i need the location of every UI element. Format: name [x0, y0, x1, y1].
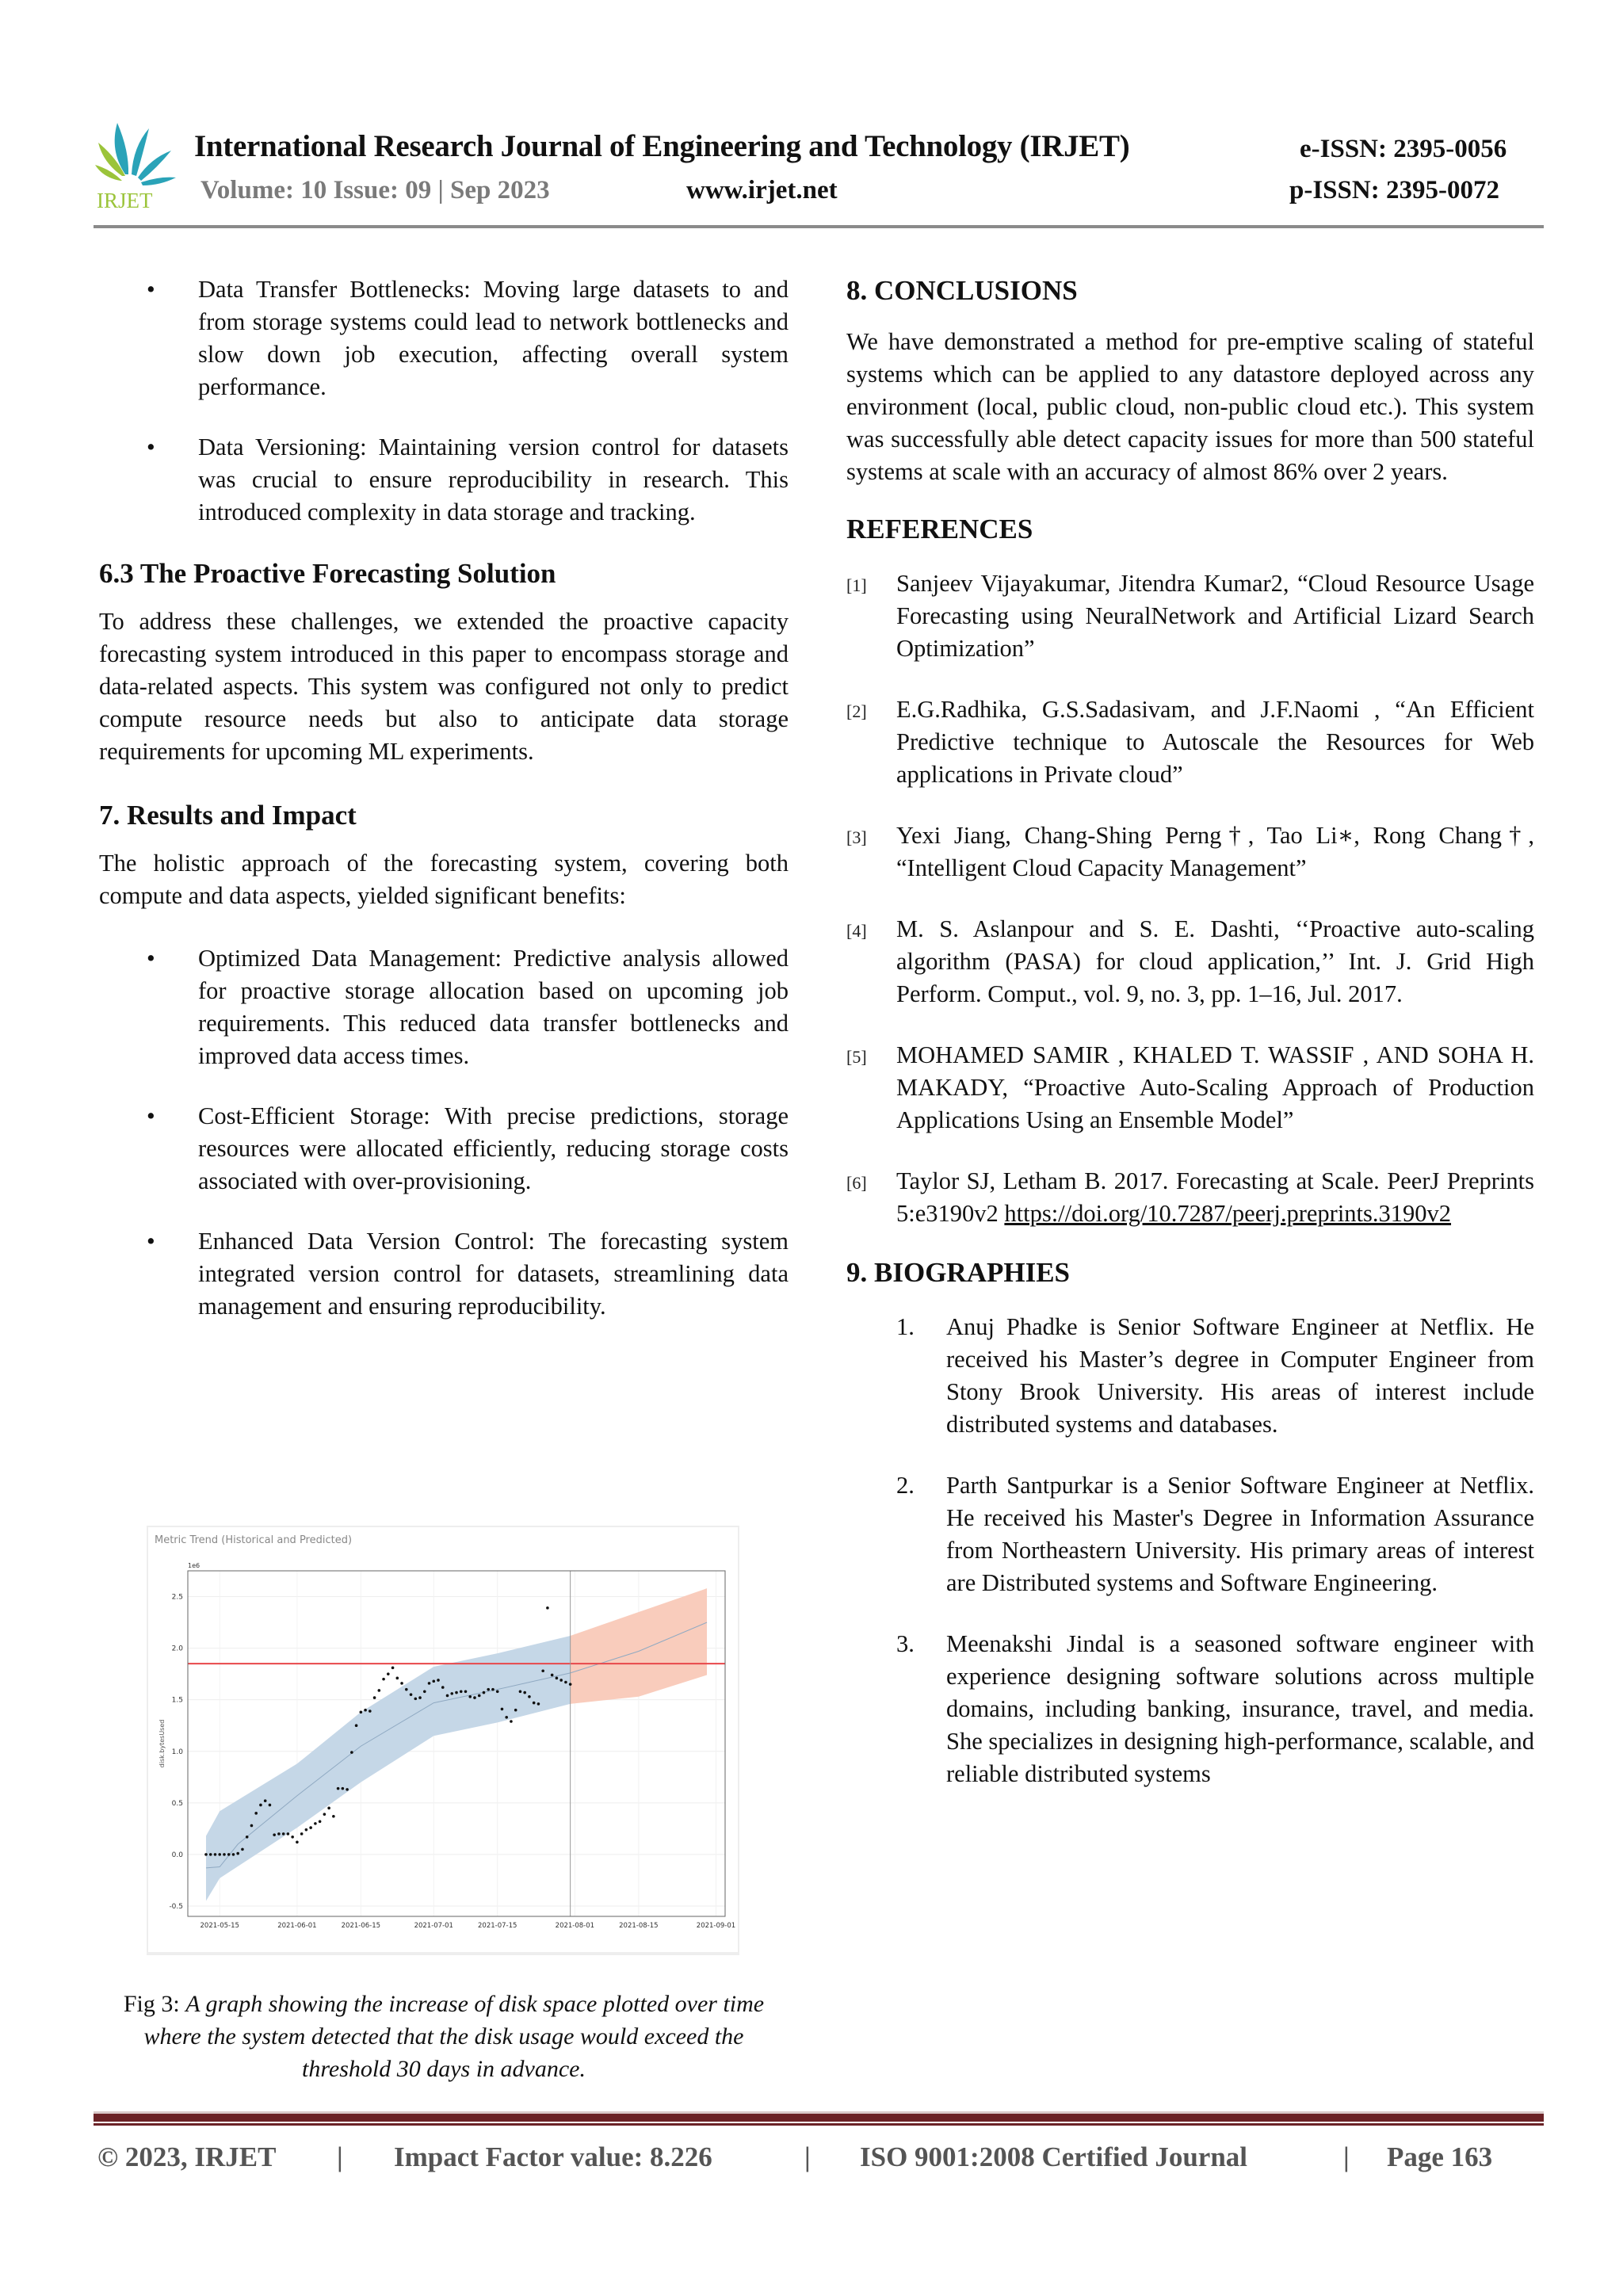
list-item: • Enhanced Data Version Control: The forecasting system integrated version control for datasets, streamlining data management and ensuring reproducibility. — [99, 1225, 789, 1323]
svg-text:-0.5: -0.5 — [169, 1902, 183, 1911]
doi-link[interactable]: https://doi.org/10.7287/peerj.preprints.3190v2 — [1004, 1200, 1452, 1227]
svg-text:2021-09-01: 2021-09-01 — [696, 1922, 736, 1930]
footer-divider — [94, 2123, 1544, 2126]
reference-item: [6] Taylor SJ, Letham B. 2017. Forecasting at Scale. PeerJ Preprints 5:e3190v2 https://doi.org/10.7287/peerj.preprints.3190v2 — [846, 1167, 1534, 1227]
header-divider — [94, 225, 1544, 228]
bullet-icon: • — [147, 1228, 155, 1255]
footer-copyright: © 2023, IRJET — [97, 2141, 277, 2172]
footer-separator: | — [1343, 2141, 1350, 2172]
bullet-icon: • — [147, 1102, 155, 1129]
list-item: • Data Transfer Bottlenecks: Moving large datasets to and from storage systems could lead to network bottlenecks and slow down job execution, affecting overall system performance. — [99, 273, 789, 403]
conclusions-paragraph: We have demonstrated a method for pre-emptive scaling of stateful systems which can be applied to any datastore deployed across any environment (local, public cloud, non-public cloud etc.). This system was successfully able detect capacity issues for more than 500 stateful systems at scale with an accuracy of almost 86% over 2 years. — [846, 328, 1534, 485]
svg-text:2.0: 2.0 — [171, 1645, 183, 1653]
reference-item: [1] Sanjeev Vijayakumar, Jitendra Kumar2, “Cloud Resource Usage Forecasting using NeuralNetwork and Artificial Lizard Search Optimization” — [846, 570, 1534, 662]
biography-item: 1. Anuj Phadke is Senior Software Engineer at Netflix. He received his Master’s degree in Computer Engineer from Stony Brook University. His areas of interest include distributed systems and databases. — [896, 1313, 1534, 1438]
section-heading-references: REFERENCES — [846, 514, 1033, 544]
footer-divider — [94, 2114, 1544, 2122]
footer-impact-factor: Impact Factor value: 8.226 — [394, 2141, 712, 2172]
irjet-logo-icon — [94, 119, 181, 212]
svg-text:1.5: 1.5 — [171, 1696, 183, 1705]
biographies-list — [846, 1311, 1534, 1790]
caption-text: A graph showing the increase of disk space plotted over time where the system detected that the disk usage would exceed the threshold 30 days in advance. — [143, 1991, 765, 2082]
footer-separator: | — [804, 2141, 811, 2172]
svg-text:0.5: 0.5 — [171, 1799, 183, 1808]
svg-text:Metric Trend (Historical and P: Metric Trend (Historical and Predicted) — [155, 1534, 353, 1546]
svg-text:2021-05-15: 2021-05-15 — [200, 1922, 239, 1930]
caption-label: Fig 3: — [123, 1991, 186, 2017]
section-paragraph: The holistic approach of the forecasting system, covering both compute and data aspects, yielded significant benefits: — [99, 850, 789, 909]
benefits-list — [99, 942, 789, 1323]
svg-text:2021-08-15: 2021-08-15 — [619, 1922, 659, 1930]
bullet-icon: • — [147, 434, 155, 460]
svg-text:1e6: 1e6 — [188, 1562, 200, 1569]
reference-item: [4] M. S. Aslanpour and S. E. Dashti, ‘‘Proactive auto-scaling algorithm (PASA) for cloud application,’’ Int. J. Grid High Perform. Comput., vol. 9, no. 3, pp. 1–16, Jul. 2017. — [846, 915, 1534, 1007]
reference-item: [2] E.G.Radhika, G.S.Sadasivam, and J.F.Naomi , “An Efficient Predictive technique to Autoscale the Resources for Web applications in Private cloud” — [846, 696, 1534, 788]
e-issn: e-ISSN: 2395-0056 — [1300, 135, 1507, 163]
figure-3-chart — [147, 1526, 739, 1971]
list-item: • Data Versioning: Maintaining version control for datasets was crucial to ensure reproducibility in research. This introduced complexity in data storage and tracking. — [99, 431, 789, 529]
svg-text:1.0: 1.0 — [171, 1748, 183, 1756]
metric-trend-chart — [147, 1526, 739, 1971]
svg-text:disk.bytesUsed: disk.bytesUsed — [158, 1719, 166, 1768]
left-column — [99, 273, 789, 1350]
section-heading-biographies: 9. BIOGRAPHIES — [846, 1257, 1070, 1288]
volume-issue: Volume: 10 Issue: 09 | Sep 2023 — [200, 176, 550, 204]
section-heading-7: 7. Results and Impact — [99, 800, 357, 831]
bullet-icon: • — [147, 276, 155, 303]
list-item: • Cost-Efficient Storage: With precise predictions, storage resources were allocated efficiently, reducing storage costs associated with over-provisioning. — [99, 1100, 789, 1198]
journal-website-link[interactable]: www.irjet.net — [686, 176, 838, 204]
reference-item: [3] Yexi Jiang, Chang-Shing Perng†, Tao Li∗, Rong Chang†, “Intelligent Cloud Capacity Management” — [846, 822, 1534, 881]
list-item: • Optimized Data Management: Predictive analysis allowed for proactive storage allocation based on upcoming job requirements. This reduced data transfer bottlenecks and improved data access times. — [99, 942, 789, 1072]
svg-text:2021-06-01: 2021-06-01 — [277, 1922, 317, 1930]
footer-iso: ISO 9001:2008 Certified Journal — [860, 2141, 1248, 2172]
references-list — [846, 567, 1534, 1230]
svg-text:IRJET: IRJET — [97, 189, 153, 212]
footer-separator: | — [337, 2141, 343, 2172]
svg-text:2021-06-15: 2021-06-15 — [341, 1922, 381, 1930]
p-issn: p-ISSN: 2395-0072 — [1289, 176, 1499, 204]
figure-caption — [99, 1988, 789, 2085]
svg-text:2021-07-01: 2021-07-01 — [414, 1922, 453, 1930]
bullet-icon: • — [147, 945, 155, 972]
svg-text:2021-08-01: 2021-08-01 — [555, 1922, 595, 1930]
reference-item: [5] MOHAMED SAMIR , KHALED T. WASSIF , AND SOHA H. MAKADY, “Proactive Auto-Scaling Approach of Production Applications Using an Ensemble Model” — [846, 1041, 1534, 1133]
biography-item: 3. Meenakshi Jindal is a seasoned software engineer with experience designing software solutions across multiple domains, including banking, insurance, travel, and media. She specializes in designing high-performance, scalable, and reliable distributed systems — [896, 1630, 1534, 1787]
svg-text:2021-07-15: 2021-07-15 — [478, 1922, 517, 1930]
challenges-list — [99, 273, 789, 529]
biography-item: 2. Parth Santpurkar is a Senior Software Engineer at Netflix. He received his Master's Degree in Information Assurance from Northeastern University. His primary areas of interest are Distributed systems and Software Engineering. — [896, 1472, 1534, 1596]
section-heading-conclusions: 8. CONCLUSIONS — [846, 275, 1078, 306]
svg-text:2.5: 2.5 — [171, 1593, 183, 1602]
right-column — [846, 273, 1534, 1819]
section-paragraph: To address these challenges, we extended the proactive capacity forecasting system introduced in this paper to encompass storage and data-related aspects. This system was configured not only to predict compute resource needs but also to anticipate data storage requirements for upcoming ML experiments. — [99, 608, 789, 765]
journal-title: International Research Journal of Engineering and Technology (IRJET) — [194, 129, 1130, 163]
svg-text:0.0: 0.0 — [171, 1851, 183, 1859]
section-heading-6-3: 6.3 The Proactive Forecasting Solution — [99, 558, 556, 589]
footer-page-number: Page 163 — [1387, 2141, 1493, 2172]
